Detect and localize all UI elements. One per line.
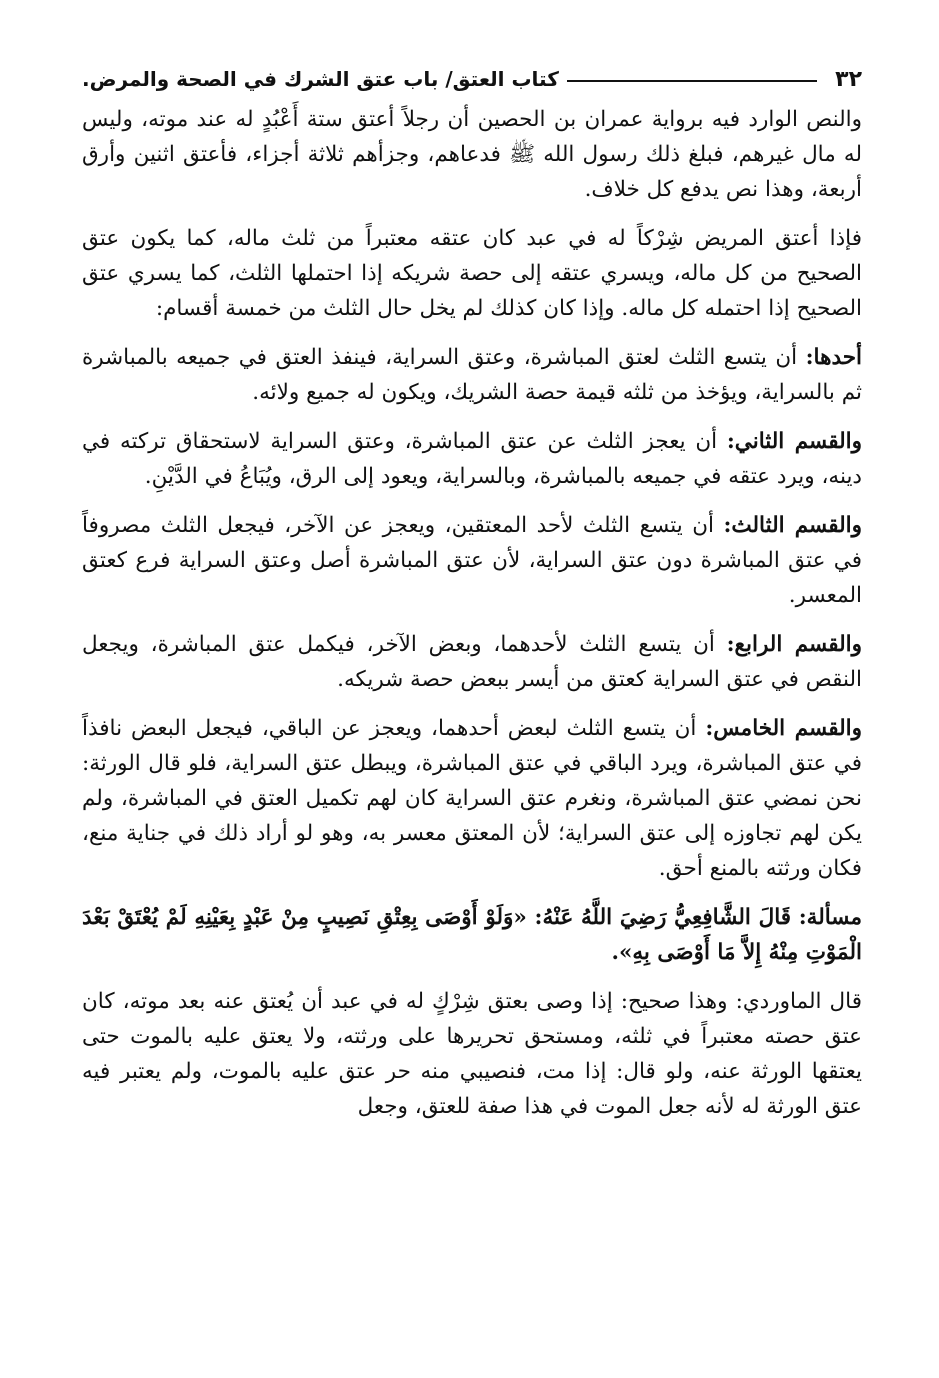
paragraph-final: [82, 984, 862, 1124]
paragraph-7: [82, 711, 862, 886]
paragraph-lead: والقسم الثالث:: [723, 513, 862, 538]
paragraph-3: [82, 340, 862, 410]
masala-paragraph: [82, 900, 862, 970]
paragraph-6: [82, 627, 862, 697]
header-rule: [567, 80, 817, 82]
paragraph-1: [82, 102, 862, 207]
masala-lead: مسألة:: [798, 905, 862, 930]
running-header: [82, 62, 862, 96]
paragraph-text: أن يتسع الثلث لعتق المباشرة، وعتق السراية، فينفذ العتق في جميعه بالمباشرة ثم بالسراية، ويؤخذ من ثلثه قيمة حصة الشريك، ويكون له جميع ولائه.: [82, 345, 862, 405]
paragraph-text: والنص الوارد فيه برواية عمران بن الحصين أن رجلاً أعتق ستة أَعْبُدٍ له عند موته، وليس له مال غيرهم، فبلغ ذلك رسول الله ﷺ فدعاهم، وجزأهم ثلاثة أجزاء، فأعتق اثنين وأرق أربعة، وهذا نص يدفع كل خلاف.: [82, 107, 862, 202]
paragraph-text: فإذا أعتق المريض شِرْكاً له في عبد كان عتقه معتبراً من ثلث ماله، كما يكون عتق الصحيح من كل ماله، ويسري عتقه إلى حصة شريكه إذا احتملها الثلث، كما يسري عتق الصحيح إذا احتمله كل ماله. وإذا كان كذلك لم يخل حال الثلث من خمسة أقسام:: [82, 226, 862, 321]
paragraph-5: [82, 508, 862, 613]
paragraph-text: أن يتسع الثلث لأحدهما، وبعض الآخر، فيكمل عتق المباشرة، ويجعل النقص في عتق السراية كعتق من أيسر ببعض حصة شريكه.: [82, 632, 862, 692]
paragraph-text: أن يتسع الثلث لبعض أحدهما، ويعجز عن الباقي، فيجعل البعض نافذاً في عتق المباشرة، ويرد الباقي في عتق المباشرة، ويبطل عتق السراية، فلو قال الورثة: نحن نمضي عتق المباشرة، ونغرم عتق السراية كان لهم تكميل العتق في المباشرة، ولم يكن لهم تجاوزه إلى عتق السراية؛ لأن المعتق معسر به، وهو لو أراد ذلك في جناية منع، فكان ورثته بالمنع أحق.: [82, 716, 862, 881]
paragraph-lead: والقسم الثاني:: [726, 429, 862, 454]
page-body: [82, 102, 862, 1124]
paragraph-lead: والقسم الخامس:: [705, 716, 862, 741]
paragraph-4: [82, 424, 862, 494]
paragraph-text: قال الماوردي: وهذا صحيح: إذا وصى بعتق شِرْكٍ له في عبد أن يُعتق عنه بعد موته، كان عتق حصته معتبراً في ثلثه، ومستحق تحريرها على ورثته، ولا يعتق عليه بالموت حتى يعتقها الورثة عنه، ولو قال: إذا مت، فنصيبي منه حر عتق عليه بالموت، ولم يعتبر فيه عتق الورثة له لأنه جعل الموت في هذا صفة للعتق، وجعل: [82, 989, 862, 1119]
paragraph-text: أن يعجز الثلث عن عتق المباشرة، وعتق السراية لاستحقاق تركته في دينه، ويرد عتقه في جميعه بالمباشرة، وبالسراية، ويعود إلى الرق، ويُبَاعُ في الدَّيْنِ.: [82, 429, 862, 489]
paragraph-lead: أحدها:: [805, 345, 862, 370]
masala-text: قَالَ الشَّافِعِيُّ رَضِيَ اللَّهُ عَنْهُ: «وَلَوْ أَوْصَى بِعِتْقِ نَصِيبٍ مِنْ عَبْدٍ بِعَيْنِهِ لَمْ يُعْتَقْ بَعْدَ الْمَوْتِ مِنْهُ إِلاَّ مَا أَوْصَى بِهِ».: [82, 905, 862, 965]
paragraph-text: أن يتسع الثلث لأحد المعتقين، ويعجز عن الآخر، فيجعل الثلث مصروفاً في عتق المباشرة دون عتق السراية، لأن عتق المباشرة أصل وعتق السراية فرع كعتق المعسر.: [82, 513, 862, 608]
paragraph-lead: والقسم الرابع:: [726, 632, 862, 657]
running-title: كتاب العتق/ باب عتق الشرك في الصحة والمرض.: [82, 67, 559, 91]
paragraph-2: [82, 221, 862, 326]
book-page: [82, 62, 862, 1138]
page-number: ٣٢: [835, 66, 862, 92]
